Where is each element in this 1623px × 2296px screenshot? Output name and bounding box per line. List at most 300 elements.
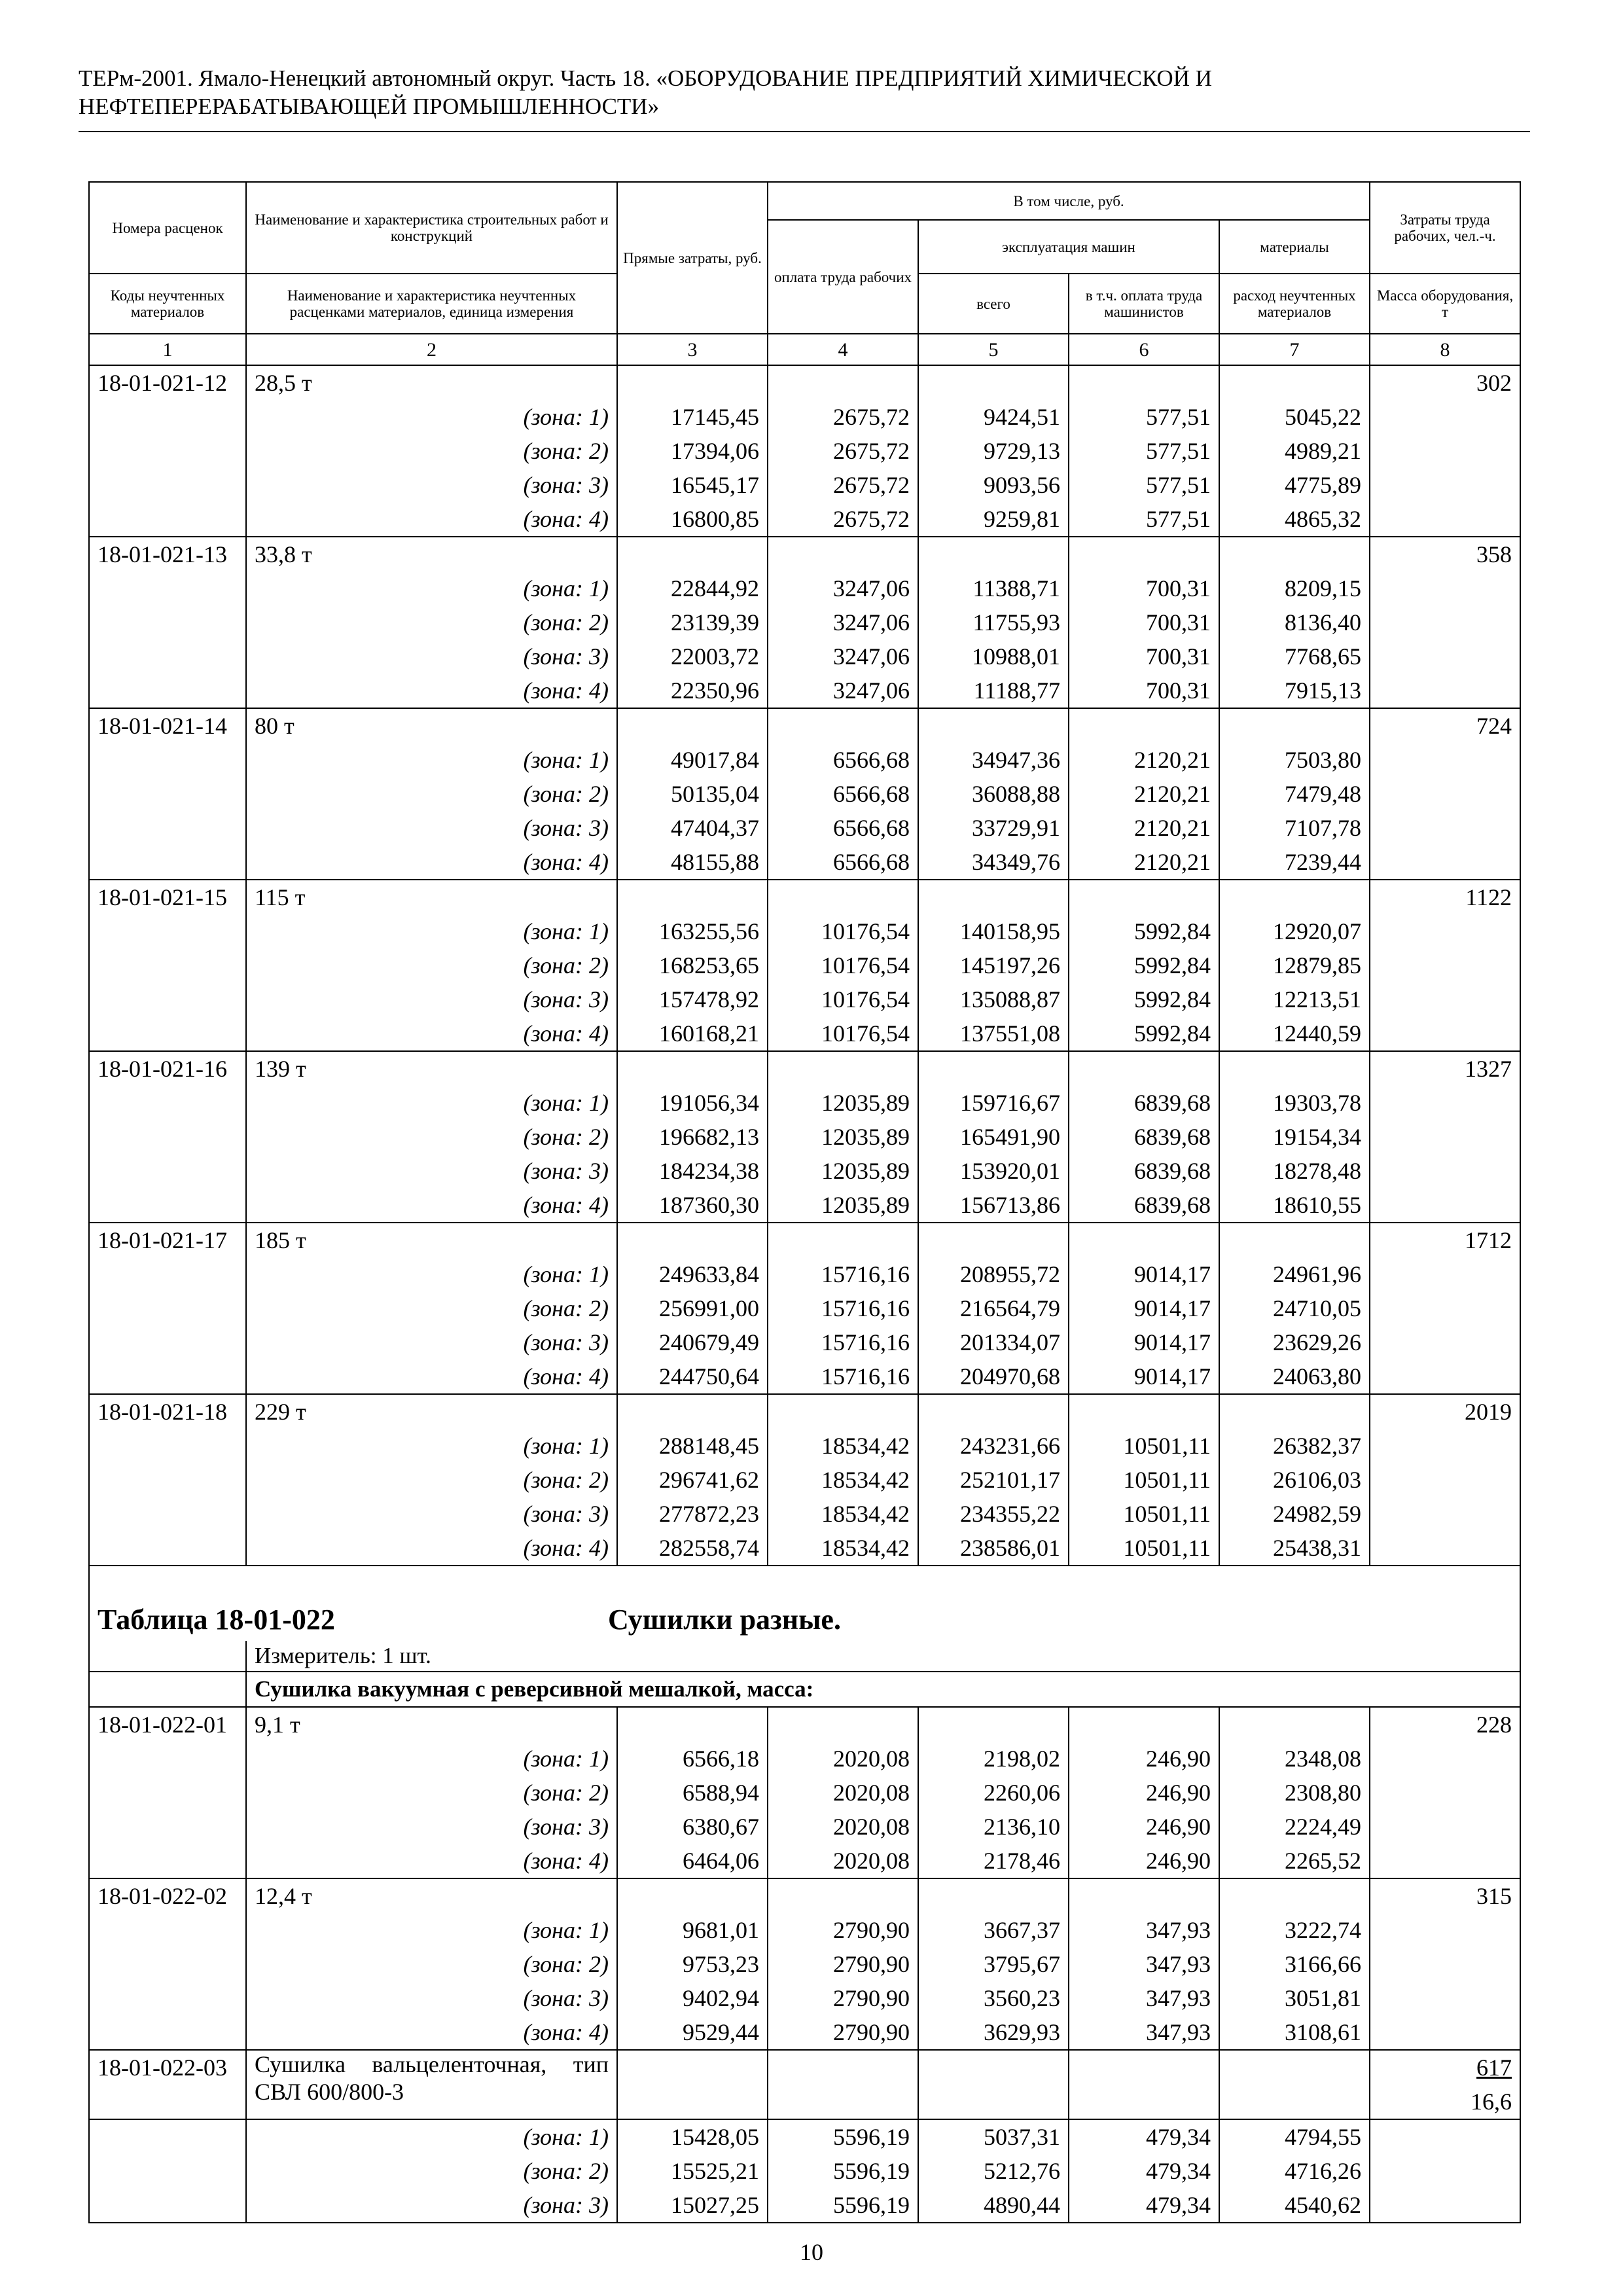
- table-head: [89, 182, 1520, 365]
- zone-row: [89, 1776, 1520, 1810]
- rate-name: 185 т: [246, 1223, 617, 1257]
- materials-cost: 7503,80: [1219, 743, 1370, 777]
- blank-cell: [617, 1394, 768, 1429]
- workers-pay: 2790,90: [768, 1981, 918, 2015]
- machinists-pay: 2120,21: [1069, 811, 1219, 845]
- blank-cell: [1370, 1947, 1520, 1981]
- head-equipment-mass: Масса оборудования, т: [1370, 274, 1520, 334]
- direct-costs: 17145,45: [617, 400, 768, 434]
- machines-total: 145197,26: [918, 948, 1069, 982]
- direct-costs: 9681,01: [617, 1913, 768, 1947]
- workers-pay: 18534,42: [768, 1463, 918, 1497]
- head-direct-costs: Прямые затраты, руб.: [617, 182, 768, 334]
- zone-label: (зона: 2): [246, 1463, 617, 1497]
- machinists-pay: 5992,84: [1069, 982, 1219, 1016]
- blank-cell: [1069, 1051, 1219, 1086]
- zone-label: (зона: 3): [246, 1154, 617, 1188]
- machinists-pay: 10501,11: [1069, 1463, 1219, 1497]
- blank-cell: [1370, 2188, 1520, 2223]
- materials-cost: 7915,13: [1219, 673, 1370, 708]
- zone-label: (зона: 3): [246, 1810, 617, 1844]
- head-machines: эксплуатация машин: [918, 220, 1219, 274]
- workers-pay: 12035,89: [768, 1086, 918, 1120]
- blank-cell: [89, 1257, 246, 1291]
- group-header-row: [89, 1878, 1520, 1913]
- zone-row: [89, 2188, 1520, 2223]
- column-number: 6: [1069, 334, 1219, 365]
- blank-cell: [1370, 1154, 1520, 1188]
- blank-cell: [918, 1878, 1069, 1913]
- materials-cost: 2348,08: [1219, 1742, 1370, 1776]
- zone-label: (зона: 4): [246, 1844, 617, 1878]
- zone-label: (зона: 1): [246, 2119, 617, 2154]
- materials-cost: 24982,59: [1219, 1497, 1370, 1531]
- zone-row: [89, 1913, 1520, 1947]
- blank-cell: [1370, 1497, 1520, 1531]
- direct-costs: 23139,39: [617, 605, 768, 639]
- machinists-pay: 5992,84: [1069, 914, 1219, 948]
- machines-total: 2260,06: [918, 1776, 1069, 1810]
- materials-cost: 2224,49: [1219, 1810, 1370, 1844]
- blank-cell: [918, 365, 1069, 400]
- head-materials: материалы: [1219, 220, 1370, 274]
- workers-pay: 12035,89: [768, 1188, 918, 1223]
- zone-label: (зона: 4): [246, 673, 617, 708]
- rate-name: 115 т: [246, 880, 617, 914]
- machines-total: 2178,46: [918, 1844, 1069, 1878]
- head-material-codes: Коды неучтенных материалов: [89, 274, 246, 334]
- blank-cell: [768, 1394, 918, 1429]
- group-header-row: [89, 365, 1520, 400]
- section-title-row: [89, 1566, 1520, 1641]
- blank-cell: [1069, 1878, 1219, 1913]
- rate-name: 80 т: [246, 708, 617, 743]
- blank-cell: [89, 502, 246, 537]
- machines-total: 9259,81: [918, 502, 1069, 537]
- blank-cell: [1370, 811, 1520, 845]
- direct-costs: 249633,84: [617, 1257, 768, 1291]
- blank-cell: [1370, 845, 1520, 880]
- direct-costs: 9529,44: [617, 2015, 768, 2050]
- zone-row: [89, 468, 1520, 502]
- zone-row: [89, 948, 1520, 982]
- machines-total: 3560,23: [918, 1981, 1069, 2015]
- blank-cell: [89, 434, 246, 468]
- last-group-zones: [89, 2119, 1520, 2223]
- zone-label: (зона: 3): [246, 811, 617, 845]
- machinists-pay: 577,51: [1069, 468, 1219, 502]
- zone-row: [89, 1810, 1520, 1844]
- materials-cost: 2308,80: [1219, 1776, 1370, 1810]
- blank-cell: [1370, 1120, 1520, 1154]
- workers-pay: 12035,89: [768, 1154, 918, 1188]
- table-body-21: [89, 365, 1520, 1566]
- blank-cell: [89, 948, 246, 982]
- blank-cell: [1219, 1051, 1370, 1086]
- direct-costs: 17394,06: [617, 434, 768, 468]
- machinists-pay: 246,90: [1069, 1742, 1219, 1776]
- blank-cell: [1370, 1776, 1520, 1810]
- materials-cost: 4989,21: [1219, 434, 1370, 468]
- direct-costs: 9753,23: [617, 1947, 768, 1981]
- workers-pay: 2790,90: [768, 2015, 918, 2050]
- zone-row: [89, 639, 1520, 673]
- materials-cost: 24710,05: [1219, 1291, 1370, 1325]
- direct-costs: 163255,56: [617, 914, 768, 948]
- workers-pay: 12035,89: [768, 1120, 918, 1154]
- machinists-pay: 10501,11: [1069, 1531, 1219, 1566]
- blank-cell: [1370, 914, 1520, 948]
- zone-row: [89, 1120, 1520, 1154]
- labor-value: 1327: [1370, 1051, 1520, 1086]
- zone-label: (зона: 1): [246, 400, 617, 434]
- blank-cell: [89, 914, 246, 948]
- materials-cost: 3166,66: [1219, 1947, 1370, 1981]
- zone-row: [89, 1463, 1520, 1497]
- blank-cell: [1069, 2050, 1219, 2119]
- zone-row: [89, 982, 1520, 1016]
- blank-cell: [89, 1742, 246, 1776]
- head-machinists-pay: в т.ч. оплата труда машинистов: [1069, 274, 1219, 334]
- mass-value: 16,6: [1471, 2089, 1512, 2115]
- column-number: 5: [918, 334, 1069, 365]
- materials-cost: 18278,48: [1219, 1154, 1370, 1188]
- zone-row: [89, 1742, 1520, 1776]
- last-group: [89, 2050, 1520, 2119]
- direct-costs: 244750,64: [617, 1359, 768, 1394]
- head-machines-total: всего: [918, 274, 1069, 334]
- machines-total: 5212,76: [918, 2154, 1069, 2188]
- machines-total: 9093,56: [918, 468, 1069, 502]
- zone-row: [89, 914, 1520, 948]
- blank-cell: [1069, 880, 1219, 914]
- blank-cell: [918, 1223, 1069, 1257]
- rate-name: 33,8 т: [246, 537, 617, 571]
- workers-pay: 2020,08: [768, 1810, 918, 1844]
- blank-cell: [1370, 2119, 1520, 2154]
- zone-row: [89, 1497, 1520, 1531]
- group-header-row: [89, 1051, 1520, 1086]
- zone-label: (зона: 2): [246, 777, 617, 811]
- zone-label: (зона: 1): [246, 1742, 617, 1776]
- direct-costs: 22844,92: [617, 571, 768, 605]
- labor-value: 2019: [1370, 1394, 1520, 1429]
- blank-cell: [768, 1878, 918, 1913]
- materials-cost: 7768,65: [1219, 639, 1370, 673]
- rate-name: 12,4 т: [246, 1878, 617, 1913]
- column-number: 7: [1219, 334, 1370, 365]
- zone-label: (зона: 4): [246, 1359, 617, 1394]
- workers-pay: 2790,90: [768, 1947, 918, 1981]
- materials-cost: 8209,15: [1219, 571, 1370, 605]
- machines-total: 10988,01: [918, 639, 1069, 673]
- machines-total: 3795,67: [918, 1947, 1069, 1981]
- workers-pay: 18534,42: [768, 1497, 918, 1531]
- blank-cell: [1370, 1810, 1520, 1844]
- direct-costs: 160168,21: [617, 1016, 768, 1051]
- machines-total: 135088,87: [918, 982, 1069, 1016]
- zone-row: [89, 1844, 1520, 1878]
- zone-row: [89, 743, 1520, 777]
- blank-cell: [1219, 1223, 1370, 1257]
- zone-row: [89, 571, 1520, 605]
- section-measure: [246, 1641, 1520, 1672]
- zone-label: (зона: 2): [246, 1776, 617, 1810]
- machinists-pay: 2120,21: [1069, 845, 1219, 880]
- blank-cell: [768, 1051, 918, 1086]
- blank-cell: [1370, 400, 1520, 434]
- direct-costs: 6380,67: [617, 1810, 768, 1844]
- zone-label: (зона: 3): [246, 2188, 617, 2223]
- blank-cell: [89, 845, 246, 880]
- machines-total: 140158,95: [918, 914, 1069, 948]
- labor-and-mass: [1370, 2050, 1520, 2119]
- materials-cost: 3051,81: [1219, 1981, 1370, 2015]
- materials-cost: 3108,61: [1219, 2015, 1370, 2050]
- blank-cell: [1219, 365, 1370, 400]
- blank-cell: [89, 1641, 246, 1672]
- head-in-total: В том числе, руб.: [768, 182, 1370, 220]
- materials-cost: 25438,31: [1219, 1531, 1370, 1566]
- machines-total: 208955,72: [918, 1257, 1069, 1291]
- zone-label: (зона: 4): [246, 2015, 617, 2050]
- materials-cost: 12920,07: [1219, 914, 1370, 948]
- blank-cell: [1370, 777, 1520, 811]
- machines-total: 252101,17: [918, 1463, 1069, 1497]
- blank-cell: [89, 1429, 246, 1463]
- blank-cell: [1370, 639, 1520, 673]
- workers-pay: 2790,90: [768, 1913, 918, 1947]
- zone-label: (зона: 2): [246, 1120, 617, 1154]
- blank-cell: [617, 537, 768, 571]
- zone-row: [89, 400, 1520, 434]
- blank-cell: [1370, 1325, 1520, 1359]
- blank-cell: [617, 1051, 768, 1086]
- blank-cell: [1370, 1016, 1520, 1051]
- direct-costs: 187360,30: [617, 1188, 768, 1223]
- machinists-pay: 5992,84: [1069, 1016, 1219, 1051]
- materials-cost: 4775,89: [1219, 468, 1370, 502]
- blank-cell: [918, 2050, 1069, 2119]
- machinists-pay: 347,93: [1069, 1947, 1219, 1981]
- materials-cost: 12213,51: [1219, 982, 1370, 1016]
- machines-total: 156713,86: [918, 1188, 1069, 1223]
- materials-cost: 7479,48: [1219, 777, 1370, 811]
- labor-value: 1122: [1370, 880, 1520, 914]
- rate-code: 18-01-021-14: [89, 708, 246, 743]
- section-22: [89, 1566, 1520, 1707]
- blank-cell: [768, 1707, 918, 1742]
- column-number: 2: [246, 334, 617, 365]
- zone-label: (зона: 2): [246, 605, 617, 639]
- zone-row: [89, 1086, 1520, 1120]
- machines-total: 159716,67: [918, 1086, 1069, 1120]
- blank-cell: [89, 1844, 246, 1878]
- direct-costs: 157478,92: [617, 982, 768, 1016]
- blank-cell: [1069, 1707, 1219, 1742]
- rate-name: Сушилка вальцеленточная, тип СВЛ 600/800-3: [246, 2050, 617, 2119]
- machinists-pay: 9014,17: [1069, 1359, 1219, 1394]
- zone-label: (зона: 4): [246, 1531, 617, 1566]
- workers-pay: 3247,06: [768, 605, 918, 639]
- direct-costs: 9402,94: [617, 1981, 768, 2015]
- zone-label: (зона: 4): [246, 502, 617, 537]
- workers-pay: 6566,68: [768, 777, 918, 811]
- blank-cell: [89, 1463, 246, 1497]
- blank-cell: [1219, 708, 1370, 743]
- blank-cell: [1219, 880, 1370, 914]
- section-subtitle: Сушилка вакуумная с реверсивной мешалкой, масса:: [246, 1672, 1520, 1707]
- blank-cell: [918, 1707, 1069, 1742]
- materials-cost: 24961,96: [1219, 1257, 1370, 1291]
- labor-value: 228: [1370, 1707, 1520, 1742]
- direct-costs: 48155,88: [617, 845, 768, 880]
- blank-cell: [89, 2015, 246, 2050]
- machines-total: 2198,02: [918, 1742, 1069, 1776]
- blank-cell: [89, 1776, 246, 1810]
- blank-cell: [768, 2050, 918, 2119]
- blank-cell: [1069, 537, 1219, 571]
- workers-pay: 18534,42: [768, 1429, 918, 1463]
- zone-row: [89, 811, 1520, 845]
- blank-cell: [89, 2119, 246, 2154]
- blank-cell: [1370, 1291, 1520, 1325]
- rate-name: 229 т: [246, 1394, 617, 1429]
- workers-pay: 15716,16: [768, 1325, 918, 1359]
- workers-pay: 2020,08: [768, 1844, 918, 1878]
- machinists-pay: 10501,11: [1069, 1429, 1219, 1463]
- labor-value: 617: [1476, 2054, 1512, 2081]
- zone-row: [89, 1981, 1520, 2015]
- blank-cell: [1370, 2015, 1520, 2050]
- workers-pay: 5596,19: [768, 2119, 918, 2154]
- zone-label: (зона: 1): [246, 914, 617, 948]
- rate-code: 18-01-021-13: [89, 537, 246, 571]
- blank-cell: [1370, 1359, 1520, 1394]
- blank-cell: [918, 537, 1069, 571]
- workers-pay: 10176,54: [768, 948, 918, 982]
- zone-label: (зона: 1): [246, 1429, 617, 1463]
- measure-text: Измеритель: 1 шт.: [255, 1643, 431, 1668]
- rate-name: 9,1 т: [246, 1707, 617, 1742]
- blank-cell: [89, 1672, 246, 1707]
- machines-total: 238586,01: [918, 1531, 1069, 1566]
- workers-pay: 2020,08: [768, 1742, 918, 1776]
- materials-cost: 19303,78: [1219, 1086, 1370, 1120]
- zone-label: (зона: 1): [246, 571, 617, 605]
- machinists-pay: 2120,21: [1069, 777, 1219, 811]
- header-rule: [79, 131, 1530, 132]
- rate-code: 18-01-021-15: [89, 880, 246, 914]
- blank-cell: [1370, 948, 1520, 982]
- direct-costs: 49017,84: [617, 743, 768, 777]
- blank-cell: [1370, 434, 1520, 468]
- workers-pay: 2020,08: [768, 1776, 918, 1810]
- blank-cell: [918, 1394, 1069, 1429]
- workers-pay: 10176,54: [768, 1016, 918, 1051]
- blank-cell: [768, 880, 918, 914]
- materials-cost: 18610,55: [1219, 1188, 1370, 1223]
- machinists-pay: 9014,17: [1069, 1291, 1219, 1325]
- materials-cost: 12879,85: [1219, 948, 1370, 982]
- workers-pay: 6566,68: [768, 811, 918, 845]
- blank-cell: [89, 1154, 246, 1188]
- blank-cell: [1370, 605, 1520, 639]
- zone-row: [89, 1154, 1520, 1188]
- direct-costs: 196682,13: [617, 1120, 768, 1154]
- rate-name: 28,5 т: [246, 365, 617, 400]
- rate-code: 18-01-021-16: [89, 1051, 246, 1086]
- column-number: 8: [1370, 334, 1520, 365]
- machines-total: 243231,66: [918, 1429, 1069, 1463]
- workers-pay: 2675,72: [768, 468, 918, 502]
- group-header-row: [89, 880, 1520, 914]
- zone-label: (зона: 3): [246, 639, 617, 673]
- workers-pay: 2675,72: [768, 502, 918, 537]
- machines-total: 216564,79: [918, 1291, 1069, 1325]
- materials-cost: 3222,74: [1219, 1913, 1370, 1947]
- machinists-pay: 700,31: [1069, 605, 1219, 639]
- machinists-pay: 246,90: [1069, 1776, 1219, 1810]
- machinists-pay: 347,93: [1069, 1913, 1219, 1947]
- machinists-pay: 700,31: [1069, 673, 1219, 708]
- materials-cost: 7239,44: [1219, 845, 1370, 880]
- blank-cell: [1370, 1188, 1520, 1223]
- zone-row: [89, 434, 1520, 468]
- labor-value: 358: [1370, 537, 1520, 571]
- machines-total: 234355,22: [918, 1497, 1069, 1531]
- materials-cost: 4865,32: [1219, 502, 1370, 537]
- blank-cell: [1219, 1707, 1370, 1742]
- zone-row: [89, 1188, 1520, 1223]
- machines-total: 36088,88: [918, 777, 1069, 811]
- blank-cell: [1370, 2154, 1520, 2188]
- blank-cell: [89, 2188, 246, 2223]
- materials-cost: 26106,03: [1219, 1463, 1370, 1497]
- direct-costs: 22350,96: [617, 673, 768, 708]
- zone-label: (зона: 1): [246, 1257, 617, 1291]
- workers-pay: 15716,16: [768, 1359, 918, 1394]
- blank-cell: [89, 571, 246, 605]
- workers-pay: 10176,54: [768, 982, 918, 1016]
- blank-cell: [89, 1359, 246, 1394]
- direct-costs: 184234,38: [617, 1154, 768, 1188]
- zone-row: [89, 673, 1520, 708]
- head-rate-numbers: Номера расценок: [89, 182, 246, 274]
- zone-row: [89, 1257, 1520, 1291]
- direct-costs: 277872,23: [617, 1497, 768, 1531]
- blank-cell: [617, 1878, 768, 1913]
- table-body-22: [89, 1707, 1520, 2050]
- machines-total: 204970,68: [918, 1359, 1069, 1394]
- machinists-pay: 5992,84: [1069, 948, 1219, 982]
- blank-cell: [89, 2154, 246, 2188]
- blank-cell: [617, 2050, 768, 2119]
- direct-costs: 22003,72: [617, 639, 768, 673]
- machinists-pay: 9014,17: [1069, 1257, 1219, 1291]
- zone-row: [89, 1531, 1520, 1566]
- section-title: Сушилки разные.: [608, 1604, 841, 1636]
- machinists-pay: 577,51: [1069, 434, 1219, 468]
- blank-cell: [89, 1947, 246, 1981]
- direct-costs: 6566,18: [617, 1742, 768, 1776]
- zone-label: (зона: 1): [246, 743, 617, 777]
- machines-total: 4890,44: [918, 2188, 1069, 2223]
- group-header-row: [89, 1707, 1520, 1742]
- blank-cell: [89, 1188, 246, 1223]
- zone-row: [89, 2015, 1520, 2050]
- group-header-row: [89, 1223, 1520, 1257]
